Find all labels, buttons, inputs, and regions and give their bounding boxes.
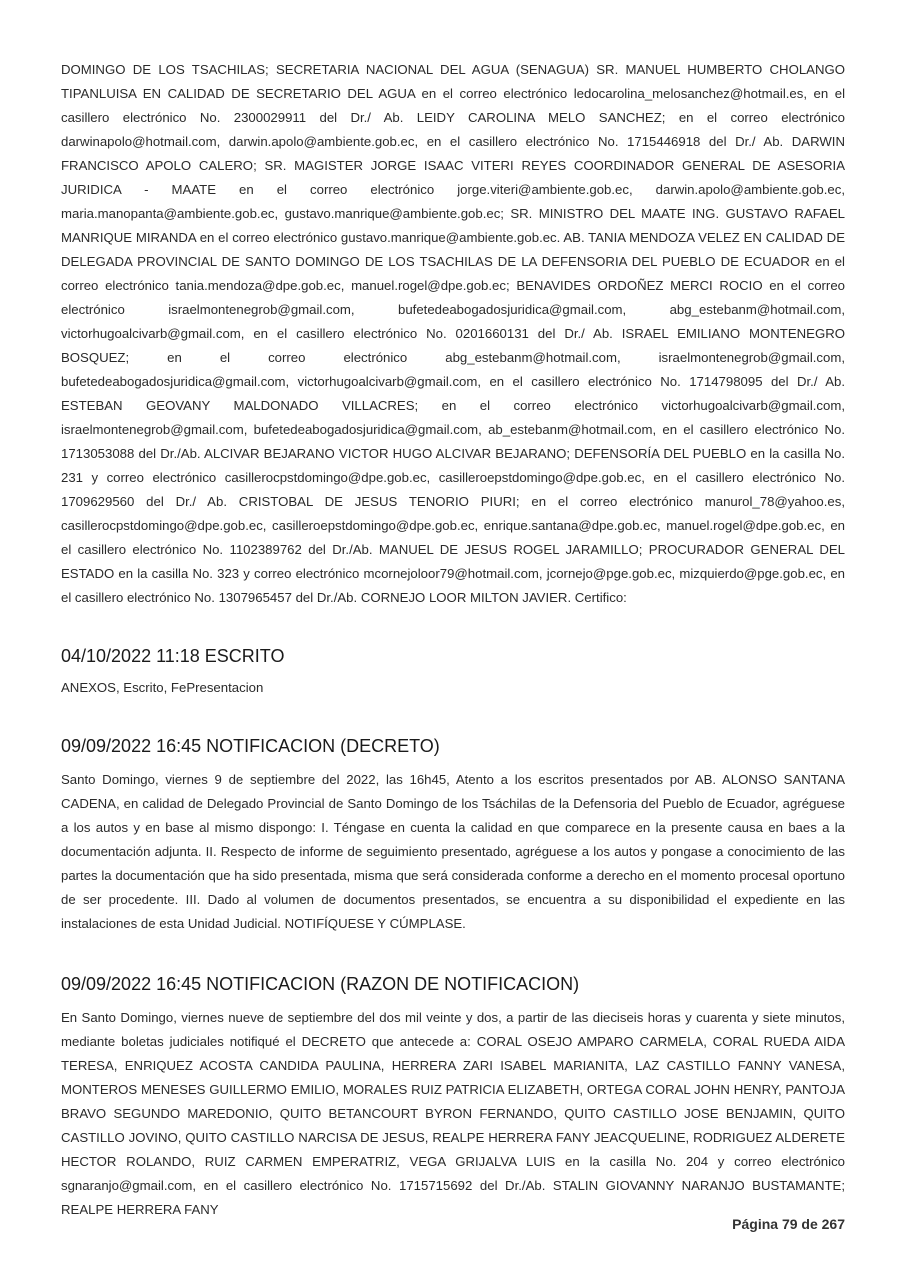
page-number: Página 79 de 267 [732, 1216, 845, 1232]
entry-body-razon: En Santo Domingo, viernes nueve de septiembre del dos mil veinte y dos, a partir de las dieciseis horas y cuarenta y siete minutos, mediante boletas judiciales notifiqué el DECRETO que antecede a: CORAL OSEJO AMPARO CARMELA, CORAL RUEDA AIDA TERESA, ENRIQUEZ ACOSTA CANDIDA PAULINA, HERRERA ZARI ISABEL MARIANITA, LAZ CASTILLO FANNY VANESA, MONTEROS MENESES GUILLERMO EMILIO, MORALES RUIZ PATRICIA ELIZABETH, ORTEGA CORAL JOHN HENRY, PANTOJA BRAVO SEGUNDO MAREDONIO, QUITO BETANCOURT BYRON FERNANDO, QUITO CASTILLO JOSE BENJAMIN, QUITO CASTILLO JOVINO, QUITO CASTILLO NARCISA DE JESUS, REALPE HERRERA FANY JEACQUELINE, RODRIGUEZ ALDERETE HECTOR ROLANDO, RUIZ CARMEN EMPERATRIZ, VEGA GRIJALVA LUIS en la casilla No. 204 y correo electrónico sgnaranjo@gmail.com, en el casillero electrónico No. 1715715692 del Dr./Ab. STALIN GIOVANNY NARANJO BUSTAMANTE; REALPE HERRERA FANY [61, 1010, 845, 1217]
entry-body-escrito: ANEXOS, Escrito, FePresentacion [61, 680, 264, 695]
intro-paragraph: DOMINGO DE LOS TSACHILAS; SECRETARIA NACIONAL DEL AGUA (SENAGUA) SR. MANUEL HUMBERTO CHOLANGO TIPANLUISA EN CALIDAD DE SECRETARIO DEL AGUA en el correo electrónico ledocarolina_melosanchez@hotmail.es, en el casillero electrónico No. 2300029911 del Dr./ Ab. LEIDY CAROLINA MELO SANCHEZ; en el correo electrónico darwinapolo@hotmail.com, darwin.apolo@ambiente.gob.ec, en el casillero electrónico No. 1715446918 del Dr./ Ab. DARWIN FRANCISCO APOLO CALERO; SR. MAGISTER JORGE ISAAC VITERI REYES COORDINADOR GENERAL DE ASESORIA JURIDICA - MAATE en el correo electrónico jorge.viteri@ambiente.gob.ec, darwin.apolo@ambiente.gob.ec, maria.manopanta@ambiente.gob.ec, gustavo.manrique@ambiente.gob.ec; SR. MINISTRO DEL MAATE ING. GUSTAVO RAFAEL MANRIQUE MIRANDA en el correo electrónico gustavo.manrique@ambiente.gob.ec. AB. TANIA MENDOZA VELEZ EN CALIDAD DE DELEGADA PROVINCIAL DE SANTO DOMINGO DE LOS TSACHILAS DE LA DEFENSORIA DEL PUEBLO DE ECUADOR en el correo electrónico tania.mendoza@dpe.gob.ec, manuel.rogel@dpe.gob.ec; BENAVIDES ORDOÑEZ MERCI ROCIO en el correo electrónico israelmontenegrob@gmail.com, bufetedeabogadosjuridica@gmail.com, abg_estebanm@hotmail.com, victorhugoalcivarb@gmail.com, en el casillero electrónico No. 0201660131 del Dr./ Ab. ISRAEL EMILIANO MONTENEGRO BOSQUEZ; en el correo electrónico abg_estebanm@hotmail.com, israelmontenegrob@gmail.com, bufetedeabogadosjuridica@gmail.com, victorhugoalcivarb@gmail.com, en el casillero electrónico No. 1714798095 del Dr./ Ab. ESTEBAN GEOVANY MALDONADO VILLACRES; en el correo electrónico victorhugoalcivarb@gmail.com, israelmontenegrob@gmail.com, bufetedeabogadosjuridica@gmail.com, ab_estebanm@hotmail.com, en el casillero electrónico No. 1713053088 del Dr./Ab. ALCIVAR BEJARANO VICTOR HUGO ALCIVAR BEJARANO; DEFENSORÍA DEL PUEBLO en la casilla No. 231 y correo electrónico casillerocpstdomingo@dpe.gob.ec, casilleroepstdomingo@dpe.gob.ec, en el casillero electrónico No. 1709629560 del Dr./ Ab. CRISTOBAL DE JESUS TENORIO PIURI; en el correo electrónico manurol_78@yahoo.es, casillerocpstdomingo@dpe.gob.ec, casilleroepstdomingo@dpe.gob.ec, enrique.santana@dpe.gob.ec, manuel.rogel@dpe.gob.ec, en el casillero electrónico No. 1102389762 del Dr./Ab. MANUEL DE JESUS ROGEL JARAMILLO; PROCURADOR GENERAL DEL ESTADO en la casilla No. 323 y correo electrónico mcornejoloor79@hotmail.com, jcornejo@pge.gob.ec, mizquierdo@pge.gob.ec, en el casillero electrónico No. 1307965457 del Dr./Ab. CORNEJO LOOR MILTON JAVIER. Certifico: [61, 62, 845, 605]
entry-heading-escrito: 04/10/2022 11:18 ESCRITO [61, 646, 285, 666]
entry-heading-razon: 09/09/2022 16:45 NOTIFICACION (RAZON DE NOTIFICACION) [61, 974, 580, 994]
entry-body-decreto: Santo Domingo, viernes 9 de septiembre del 2022, las 16h45, Atento a los escritos presentados por AB. ALONSO SANTANA CADENA, en calidad de Delegado Provincial de Santo Domingo de los Tsáchilas de la Defensoria del Pueblo de Ecuador, agréguese a los autos y en base al mismo dispongo: I. Téngase en cuenta la calidad en que comparece en la presente causa en baes a la documentación adjunta. II. Respecto de informe de seguimiento presentado, agréguese a los autos y pongase a conocimiento de las partes la documentación que ha sido presentada, misma que será considerada conforme a derecho en el momento procesal oportuno de ser procedente. III. Dado al volumen de documentos presentados, se encuentra a su disponibilidad el expediente en las instalaciones de esta Unidad Judicial. NOTIFÍQUESE Y CÚMPLASE. [61, 772, 845, 931]
entry-heading-decreto: 09/09/2022 16:45 NOTIFICACION (DECRETO) [61, 736, 440, 756]
document-page [61, 58, 845, 1222]
